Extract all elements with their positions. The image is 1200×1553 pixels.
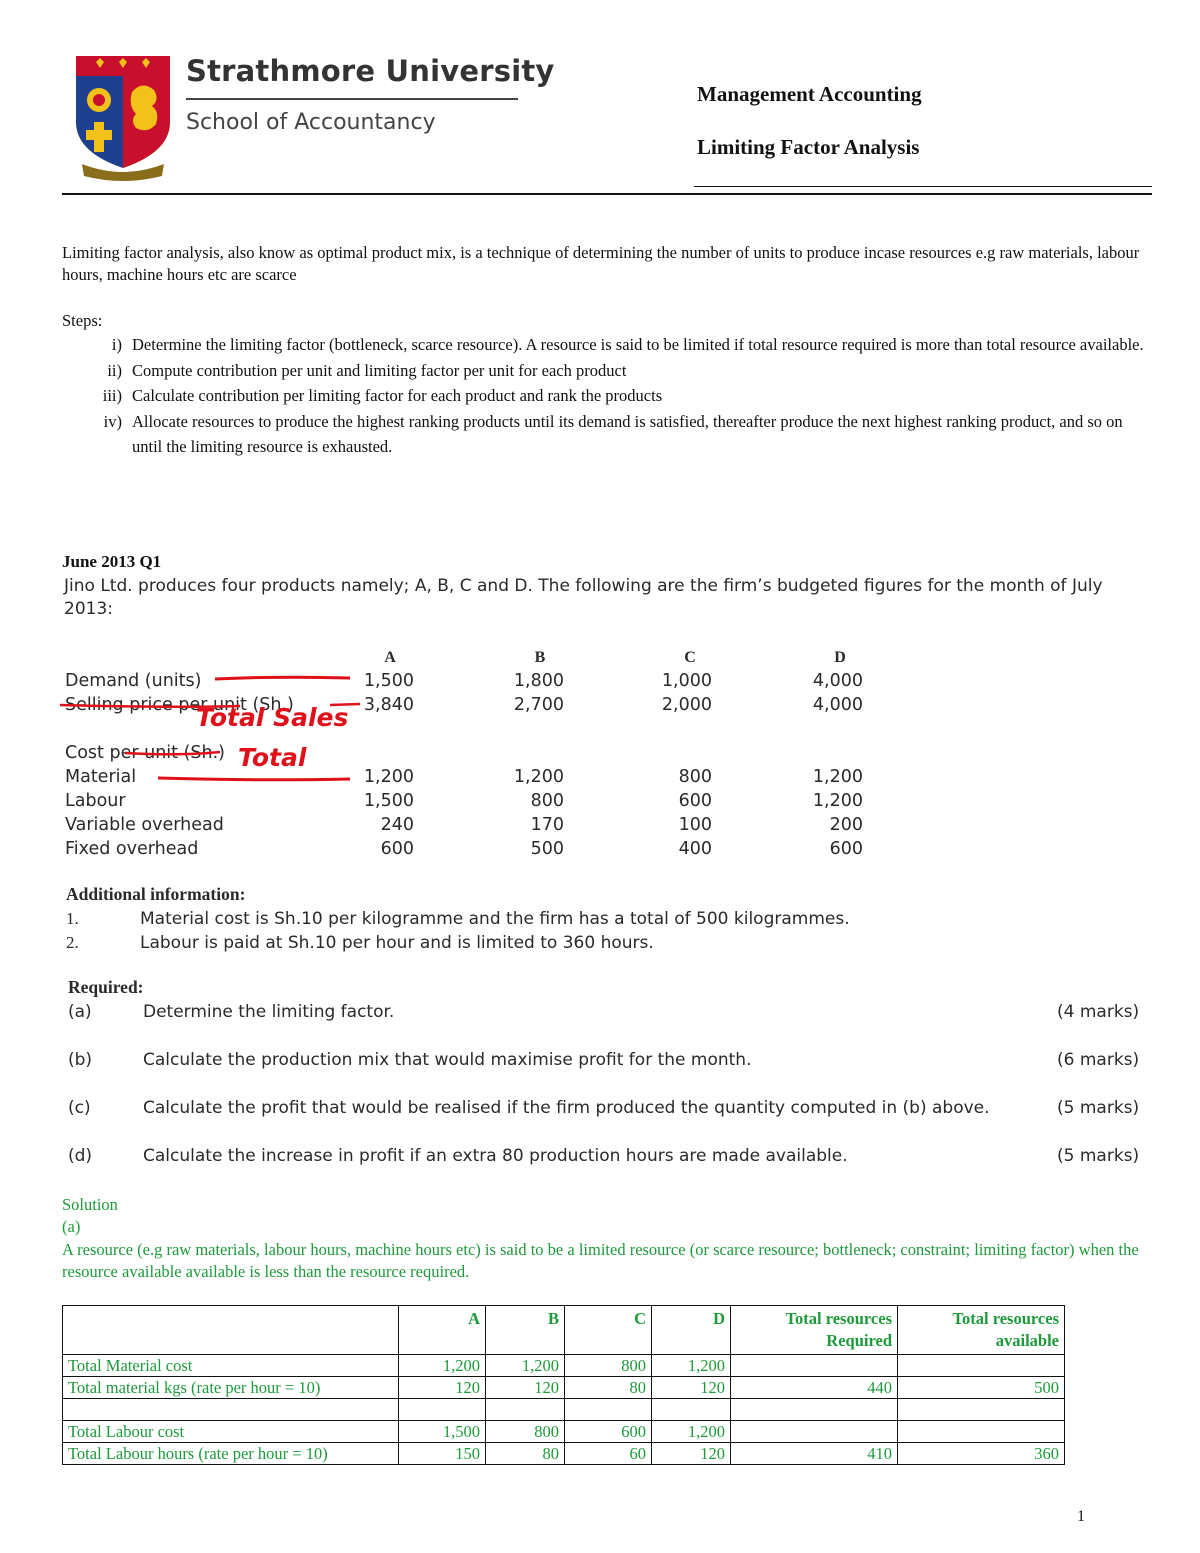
page-divider [62, 193, 1152, 195]
budget-col-a: A [384, 649, 396, 666]
step-item [62, 409, 1152, 460]
budget-cell: 600 [678, 791, 712, 811]
question-title: June 2013 Q1 [62, 552, 162, 571]
additional-item-number: 2. [66, 933, 79, 952]
budget-cell: 1,000 [661, 671, 712, 691]
additional-item-number: 1. [66, 909, 79, 928]
table-cell: 500 [898, 1377, 1065, 1399]
budget-cell: 1,200 [363, 767, 414, 787]
table-cell: 1,200 [652, 1421, 731, 1443]
header-cell [63, 1306, 399, 1355]
budget-col-b: B [534, 649, 546, 666]
step-number: ii) [107, 360, 122, 380]
required-item-marks: (5 marks) [1057, 1098, 1140, 1118]
header-cell: Total resources Required [731, 1306, 898, 1355]
table-cell: 120 [652, 1443, 731, 1465]
table-cell [898, 1399, 1065, 1421]
budget-row-label: Labour [65, 791, 126, 811]
university-name: Strathmore University [186, 54, 555, 88]
additional-item-text: Labour is paid at Sh.10 per hour and is limited to 360 hours. [140, 933, 654, 953]
step-item [62, 358, 1152, 384]
table-cell: 80 [565, 1377, 652, 1399]
required-item-text: Calculate the production mix that would maximise profit for the month. [143, 1050, 752, 1070]
table-cell: 360 [898, 1443, 1065, 1465]
step-text: Compute contribution per unit and limiting factor per unit for each product [132, 360, 627, 380]
steps-title: Steps: [62, 311, 103, 330]
table-cell: 120 [486, 1377, 565, 1399]
annotation-total-sales: Total Sales [196, 703, 349, 732]
table-cell [399, 1399, 486, 1421]
university-crest-logo [74, 52, 172, 182]
required-item-number: (a) [68, 1002, 92, 1022]
additional-item-text: Material cost is Sh.10 per kilogramme and the firm has a total of 500 kilogrammes. [140, 909, 850, 929]
required-item-number: (c) [68, 1098, 91, 1118]
budget-row-label: Variable overhead [65, 815, 224, 835]
table-cell [731, 1399, 898, 1421]
table-cell [731, 1355, 898, 1377]
header-cell: Total resources available [898, 1306, 1065, 1355]
budget-cell: 1,200 [812, 791, 863, 811]
budget-cell: 600 [380, 839, 414, 859]
budget-cell: 2,000 [661, 695, 712, 715]
question-intro: Jino Ltd. produces four products namely; A, B, C and D. The following are the firm’s budgeted figures for the month of July 2013: [64, 576, 1103, 619]
budget-row-label: Selling price per unit (Sh.) [65, 695, 294, 715]
budget-cell: 4,000 [812, 695, 863, 715]
budget-cell: 100 [678, 815, 712, 835]
table-cell [63, 1399, 399, 1421]
intro-paragraph: Limiting factor analysis, also know as optimal product mix, is a technique of determining the number of units to produce incase resources e.g raw materials, labour hours, machine hours etc are scarce [62, 243, 1140, 284]
table-cell: 1,200 [486, 1355, 565, 1377]
required-title: Required: [68, 977, 144, 997]
table-cell: 120 [399, 1377, 486, 1399]
table-cell [898, 1355, 1065, 1377]
step-item [62, 332, 1152, 358]
required-item-text: Calculate the increase in profit if an extra 80 production hours are made available. [143, 1146, 848, 1166]
header-cell: B [486, 1306, 565, 1355]
topic-divider [694, 186, 1152, 187]
header-cell: A [399, 1306, 486, 1355]
budget-cell: 4,000 [812, 671, 863, 691]
solution-part: (a) [62, 1217, 81, 1236]
annotation-total: Total [238, 743, 307, 772]
table-cell: 1,200 [399, 1355, 486, 1377]
table-cell: 1,200 [652, 1355, 731, 1377]
table-cell: 60 [565, 1443, 652, 1465]
header-cell: C [565, 1306, 652, 1355]
budget-row-label: Demand (units) [65, 671, 202, 691]
red-underline-demand [215, 677, 350, 679]
budget-cell: 3,840 [363, 695, 414, 715]
budget-cell: 170 [530, 815, 564, 835]
budget-cell: 2,700 [513, 695, 564, 715]
required-item-number: (b) [68, 1050, 93, 1070]
budget-cell: 600 [829, 839, 863, 859]
table-cell: 1,500 [399, 1421, 486, 1443]
budget-col-d: D [834, 649, 846, 666]
table-row [63, 1377, 1065, 1399]
table-cell: Total Labour hours (rate per hour = 10) [63, 1443, 399, 1465]
table-cell: 80 [486, 1443, 565, 1465]
solution-text: A resource (e.g raw materials, labour hours, machine hours etc) is said to be a limited resource (or scarce resource; bottleneck; constraint; limiting factor) when the resource available available is less than the resource required. [62, 1240, 1139, 1281]
step-number: iv) [103, 411, 122, 431]
table-cell: 800 [565, 1355, 652, 1377]
course-title: Management Accounting [697, 82, 922, 106]
crest-lion-icon [131, 85, 158, 130]
budget-cell: 1,500 [363, 791, 414, 811]
solution-table-header [63, 1306, 1065, 1355]
topic-title: Limiting Factor Analysis [697, 135, 920, 159]
budget-col-c: C [684, 649, 696, 666]
solution-title: Solution [62, 1195, 118, 1214]
table-cell: 120 [652, 1377, 731, 1399]
handwritten-annotations [60, 660, 380, 790]
header-cell: D [652, 1306, 731, 1355]
required-item-number: (d) [68, 1146, 93, 1166]
table-cell: 800 [486, 1421, 565, 1443]
budget-row-label: Material [65, 767, 137, 787]
table-cell [486, 1399, 565, 1421]
page-number: 1 [1077, 1508, 1085, 1525]
step-number: i) [111, 335, 122, 354]
table-cell: Total Material cost [63, 1355, 399, 1377]
red-strike-cost-per-unit [125, 752, 220, 754]
budget-cell: 200 [829, 815, 863, 835]
required-item-marks: (6 marks) [1057, 1050, 1140, 1070]
school-name: School of Accountancy [186, 110, 436, 135]
required-item-text: Calculate the profit that would be realised if the firm produced the quantity computed in (b) above. [143, 1098, 990, 1118]
table-row [63, 1355, 1065, 1377]
steps-list [62, 332, 1152, 460]
table-cell [565, 1399, 652, 1421]
budget-cell: 1,800 [513, 671, 564, 691]
budget-cell: 400 [678, 839, 712, 859]
table-cell [731, 1421, 898, 1443]
budget-cell: 1,200 [812, 767, 863, 787]
budget-cell: 240 [380, 815, 414, 835]
step-item [62, 383, 1152, 409]
step-text: Determine the limiting factor (bottleneck, scarce resource). A resource is said to be limited if total resource required is more than total resource available. [132, 335, 1144, 354]
red-underline-material [158, 778, 350, 780]
table-cell: Total Labour cost [63, 1421, 399, 1443]
table-cell: Total material kgs (rate per hour = 10) [63, 1377, 399, 1399]
table-row [63, 1421, 1065, 1443]
budget-cell: 800 [530, 791, 564, 811]
table-cell: 600 [565, 1421, 652, 1443]
required-item-marks: (5 marks) [1057, 1146, 1140, 1166]
table-cell [652, 1399, 731, 1421]
table-cell: 440 [731, 1377, 898, 1399]
budget-row-label: Cost per unit (Sh.) [65, 743, 225, 763]
budget-cell: 800 [678, 767, 712, 787]
table-row [63, 1399, 1065, 1421]
required-item-text: Determine the limiting factor. [143, 1002, 395, 1022]
budget-cell: 1,200 [513, 767, 564, 787]
budget-cell: 1,500 [363, 671, 414, 691]
budget-cell: 500 [530, 839, 564, 859]
table-cell: 410 [731, 1443, 898, 1465]
additional-info-title: Additional information: [66, 884, 246, 904]
header-divider [186, 98, 518, 100]
step-text: Calculate contribution per limiting factor for each product and rank the products [132, 386, 663, 405]
table-cell [898, 1421, 1065, 1443]
step-text: Allocate resources to produce the highest ranking products until its demand is satisfied, thereafter produce the next highest ranking product, and so on until the limiting resource is exhausted. [132, 411, 1123, 456]
table-cell: 150 [399, 1443, 486, 1465]
solution-table [62, 1305, 1065, 1465]
required-item-marks: (4 marks) [1057, 1002, 1140, 1022]
step-number: iii) [102, 386, 122, 405]
budget-row-label: Fixed overhead [65, 839, 199, 859]
table-row [63, 1443, 1065, 1465]
